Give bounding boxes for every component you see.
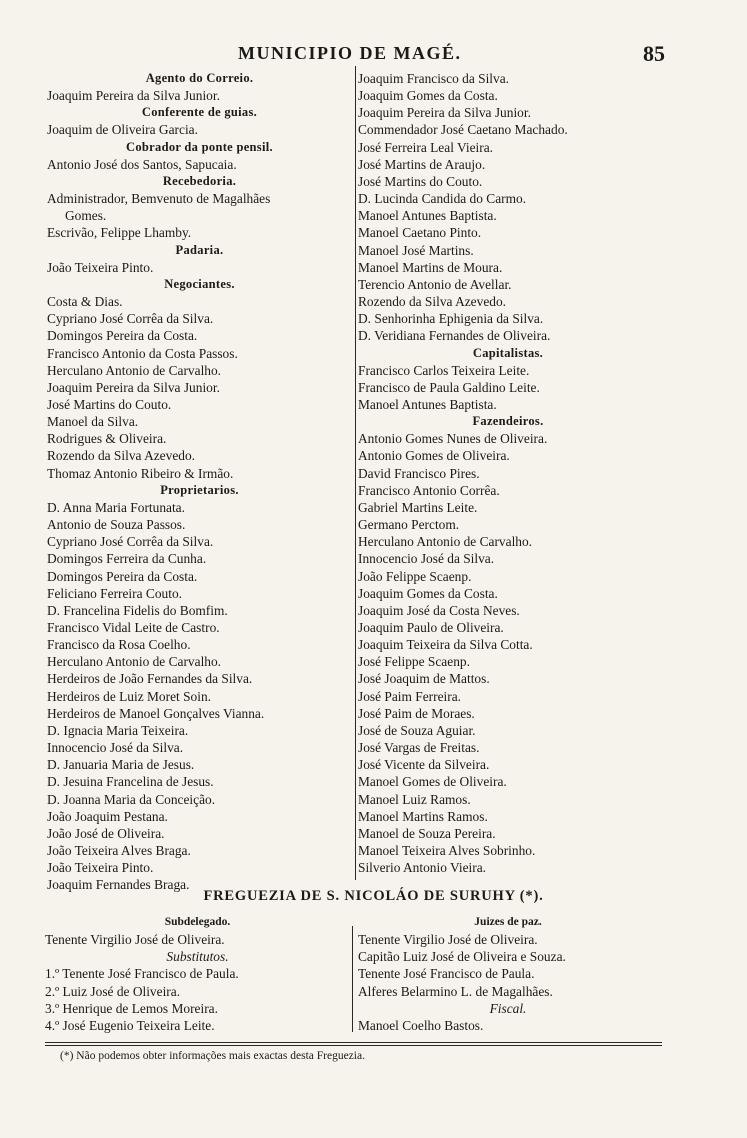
entry-line: Francisco de Paula Galdino Leite. [358,379,540,395]
entry-line: Herdeiros de João Fernandes da Silva. [47,671,253,687]
entry-line: Rozendo da Silva Azevedo. [47,448,196,464]
entry-line: Tenente José Francisco de Paula. [358,966,535,982]
entry-line: João Teixeira Pinto. [47,259,154,275]
entry-line: Germano Perctom. [358,517,460,533]
entry-line: João Felippe Scaenp. [358,568,472,584]
entry-line: 3.º Henrique de Lemos Moreira. [45,1000,218,1016]
entry-line: José Paim de Moraes. [358,705,475,721]
entry-line: José Martins de Araujo. [358,156,486,172]
section-heading: Fazendeiros. [472,414,544,429]
entry-line: Silverio Antonio Vieira. [358,860,487,876]
entry-line: Joaquim de Oliveira Garcia. [47,122,198,138]
entry-line: Herculano Antonio de Carvalho. [47,654,222,670]
entry-line: Alferes Belarmino L. de Magalhães. [358,983,553,999]
entry-line: Domingos Ferreira da Cunha. [47,551,207,567]
freguezia-title: FREGUEZIA DE S. NICOLÁO DE SURUHY (*). [203,888,544,904]
column-divider [355,66,356,880]
entry-line: D. Senhorinha Ephigenia da Silva. [358,311,544,327]
entry-line: Tenente Virgilio José de Oliveira. [45,932,225,948]
entry-line: Joaquim Fernandes Braga. [47,877,190,893]
footnote: (*) Não podemos obter informações mais exactas desta Freguezia. [60,1050,365,1062]
entry-line: José de Souza Aguiar. [358,722,476,738]
freguezia-column-divider [352,926,353,1032]
entry-line: Terencio Antonio de Avellar. [358,276,512,292]
entry-line: José Vargas de Freitas. [358,740,480,756]
entry-line: Francisco Vidal Leite de Castro. [47,620,220,635]
entry-line: Rozendo da Silva Azevedo. [358,294,507,310]
entry-line: Thomaz Antonio Ribeiro & Irmão. [47,465,234,481]
office-subheading: Substitutos. [166,949,229,965]
entry-line: Antonio de Souza Passos. [47,517,186,533]
entry-line: Manoel Caetano Pinto. [358,225,482,241]
entry-line: Joaquim Francisco da Silva. [358,71,509,86]
entry-line: Antonio José dos Santos, Sapucaia. [47,156,237,172]
entry-line: Manoel Antunes Baptista. [358,208,497,224]
entry-line: D. Ignacia Maria Teixeira. [47,722,189,738]
page-header [0,43,747,69]
entry-line: D. Anna Maria Fortunata. [47,499,185,515]
entry-line: Rodrigues & Oliveira. [47,431,167,447]
entry-line: David Francisco Pires. [358,465,480,481]
entry-line: D. Veridiana Fernandes de Oliveira. [358,328,551,344]
entry-line: Francisco Antonio da Costa Passos. [47,345,238,361]
entry-line: Gabriel Martins Leite. [358,499,478,515]
entry-line: Manoel Gomes de Oliveira. [358,774,507,790]
entry-line: D. Jesuina Francelina de Jesus. [47,774,214,790]
right-column [358,70,658,876]
entry-line: José Vicente da Silveira. [358,757,490,773]
entry-line: Joaquim Pereira da Silva Junior. [47,379,220,395]
section-heading: Agento do Correio. [145,71,254,85]
entry-line: Joaquim José da Costa Neves. [358,602,520,618]
entry-line: José Joaquim de Mattos. [358,671,490,687]
entry-line: Herculano Antonio de Carvalho. [358,534,533,550]
entry-line: Cypriano José Corrêa da Silva. [47,534,214,550]
entry-line: Manoel Antunes Baptista. [358,396,497,412]
entry-line: 4.º José Eugenio Teixeira Leite. [45,1017,215,1033]
entry-line: Herdeiros de Luiz Moret Soin. [47,688,211,704]
entry-line: Innocencio José da Silva. [47,740,184,756]
entry-line: José Martins do Couto. [358,173,483,189]
entry-line: Manoel Martins Ramos. [358,808,488,824]
entry-line: Manoel José Martins. [358,242,474,258]
left-column [47,70,352,894]
entry-line: Antonio Gomes Nunes de Oliveira. [358,431,548,447]
entry-line: Manoel Luiz Ramos. [358,791,471,807]
entry-line: Capitão Luiz José de Oliveira e Souza. [358,949,566,965]
entry-line: João Teixeira Pinto. [47,860,154,876]
entry-line: José Felippe Scaenp. [358,654,470,670]
entry-line: Francisco Antonio Corrêa. [358,482,500,498]
entry-line: Manoel Coelho Bastos. [358,1017,484,1033]
entry-line: Domingos Pereira da Costa. [47,328,198,344]
section-heading: Capitalistas. [472,345,544,360]
entry-line: Joaquim Pereira da Silva Junior. [358,105,531,121]
entry-line: Manoel Martins de Moura. [358,259,503,275]
entry-line: Commendador José Caetano Machado. [358,122,568,138]
entry-line: Feliciano Ferreira Couto. [47,585,182,601]
entry-line: Manoel Teixeira Alves Sobrinho. [358,843,536,859]
entry-line: D. Lucinda Candida do Carmo. [358,191,527,207]
footnote-rule-thin [45,1045,662,1046]
entry-line: Joaquim Gomes da Costa. [358,88,498,104]
entry-line: João José de Oliveira. [47,825,165,841]
section-heading: Conferente de guias. [141,105,258,120]
entry-line: D. Joanna Maria da Conceição. [47,791,216,807]
page-number: 85 [643,41,665,66]
entry-line: Administrador, Bemvenuto de Magalhães [47,191,271,207]
entry-line: José Paim Ferreira. [358,688,462,704]
entry-line: Manoel de Souza Pereira. [358,825,496,841]
freguezia-left-column [45,914,350,1034]
entry-line: Herculano Antonio de Carvalho. [47,362,222,378]
entry-line: Joaquim Paulo de Oliveira. [358,620,504,635]
entry-line: Domingos Pereira da Costa. [47,568,198,584]
entry-line: José Martins do Couto. [47,396,172,412]
entry-line: Escrivão, Felippe Lhamby. [47,225,192,241]
entry-line: 2.º Luiz José de Oliveira. [45,983,181,999]
section-heading: Proprietarios. [160,482,239,497]
section-heading: Recebedoria. [162,173,237,188]
entry-line: Joaquim Pereira da Silva Junior. [47,88,220,104]
entry-line: Tenente Virgilio José de Oliveira. [358,932,538,948]
entry-line: Cypriano José Corrêa da Silva. [47,311,214,327]
office-heading: Subdelegado. [164,916,231,928]
entry-line: Manoel da Silva. [47,414,139,430]
entry-continuation: Gomes. [65,208,107,224]
entry-line: Francisco Carlos Teixeira Leite. [358,362,530,378]
entry-line: Costa & Dias. [47,294,123,310]
entry-line: D. Francelina Fidelis do Bomfim. [47,602,228,618]
office-subheading: Fiscal. [489,1000,527,1016]
entry-line: José Ferreira Leal Vieira. [358,139,494,155]
entry-line: João Joaquim Pestana. [47,808,168,824]
office-heading: Juizes de paz. [474,916,542,928]
entry-line: Antonio Gomes de Oliveira. [358,448,510,464]
entry-line: Joaquim Teixeira da Silva Cotta. [358,637,533,653]
entry-line: D. Januaria Maria de Jesus. [47,757,195,773]
footnote-rule [45,1042,662,1043]
entry-line: João Teixeira Alves Braga. [47,843,191,859]
entry-line: Joaquim Gomes da Costa. [358,585,498,601]
section-heading: Cobrador da ponte pensil. [126,139,273,154]
entry-line: Innocencio José da Silva. [358,551,495,567]
section-heading: Padaria. [175,242,224,257]
freguezia-right-column [358,914,658,1034]
running-title: MUNICIPIO DE MAGÉ. [238,43,462,63]
section-heading: Negociantes. [164,276,235,291]
entry-line: Francisco da Rosa Coelho. [47,637,191,653]
entry-line: 1.º Tenente José Francisco de Paula. [45,966,239,982]
entry-line: Herdeiros de Manoel Gonçalves Vianna. [47,705,265,721]
